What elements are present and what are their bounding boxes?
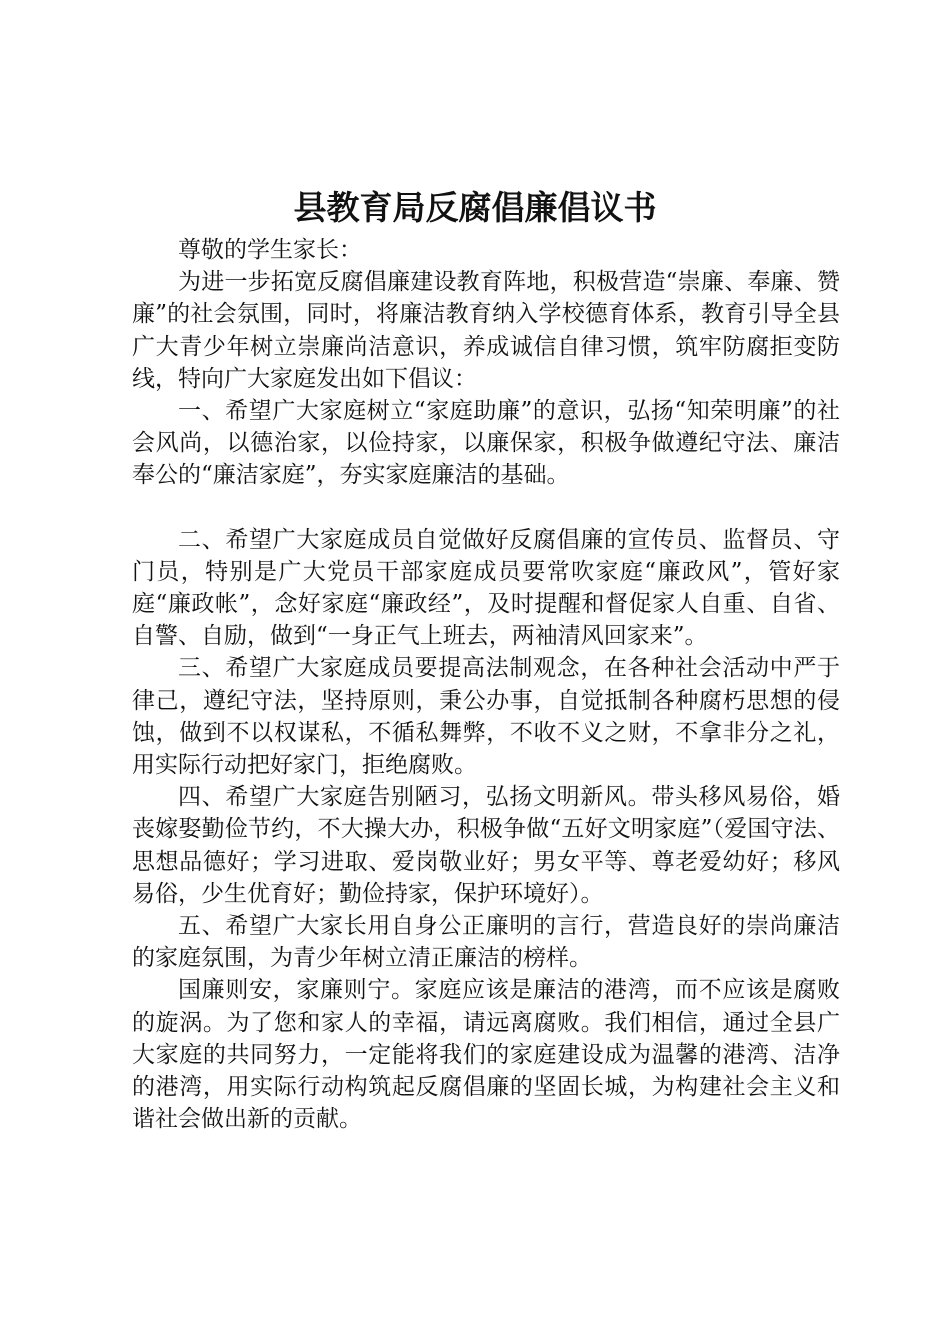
document-body [132,234,840,1135]
intro-paragraph: 为进一步拓宽反腐倡廉建设教育阵地，积极营造“崇廉、奉廉、赞廉”的社会氛围，同时，将廉洁教育纳入学校德育体系，教育引导全县广大青少年树立崇廉尚洁意识，养成诚信自律习惯，筑牢防腐拒变防线，特向广大家庭发出如下倡议： [132,269,840,392]
document-title: 县教育局反腐倡廉倡议书 [293,188,657,227]
salutation: 尊敬的学生家长： [178,237,362,263]
proposal-paragraph-5: 五、希望广大家长用自身公正廉明的言行，营造良好的崇尚廉洁的家庭氛围，为青少年树立清正廉洁的榜样。 [132,913,840,972]
proposal-paragraph-4: 四、希望广大家庭告别陋习，弘扬文明新风。带头移风易俗，婚丧嫁娶勤俭节约，不大操大办，积极争做“五好文明家庭”（爱国守法、思想品德好；学习进取、爱岗敬业好；男女平等、尊老爱幼好；移风易俗，少生优育好；勤俭持家，保护环境好）。 [132,784,840,907]
proposal-paragraph-2: 二、希望广大家庭成员自觉做好反腐倡廉的宣传员、监督员、守门员，特别是广大党员干部家庭成员要常吹家庭“廉政风”，管好家庭“廉政帐”，念好家庭“廉政经”，及时提醒和督促家人自重、自省、自警、自励，做到“一身正气上班去，两袖清风回家来”。 [132,526,840,650]
proposal-paragraph-3: 三、希望广大家庭成员要提高法制观念，在各种社会活动中严于律己，遵纪守法，坚持原则，秉公办事，自觉抵制各种腐朽思想的侵蚀，做到不以权谋私，不循私舞弊，不收不义之财，不拿非分之礼，用实际行动把好家门，拒绝腐败。 [132,655,840,779]
proposal-paragraph-1: 一、希望广大家庭树立“家庭助廉”的意识，弘扬“知荣明廉”的社会风尚，以德治家，以俭持家，以廉保家，积极争做遵纪守法、廉洁奉公的“廉洁家庭”，夯实家庭廉洁的基础。 [132,398,840,489]
closing-paragraph: 国廉则安，家廉则宁。家庭应该是廉洁的港湾，而不应该是腐败的旋涡。为了您和家人的幸福，请远离腐败。我们相信，通过全县广大家庭的共同努力，一定能将我们的家庭建设成为温馨的港湾、洁净的港湾，用实际行动构筑起反腐倡廉的坚固长城，为构建社会主义和谐社会做出新的贡献。 [132,977,840,1133]
